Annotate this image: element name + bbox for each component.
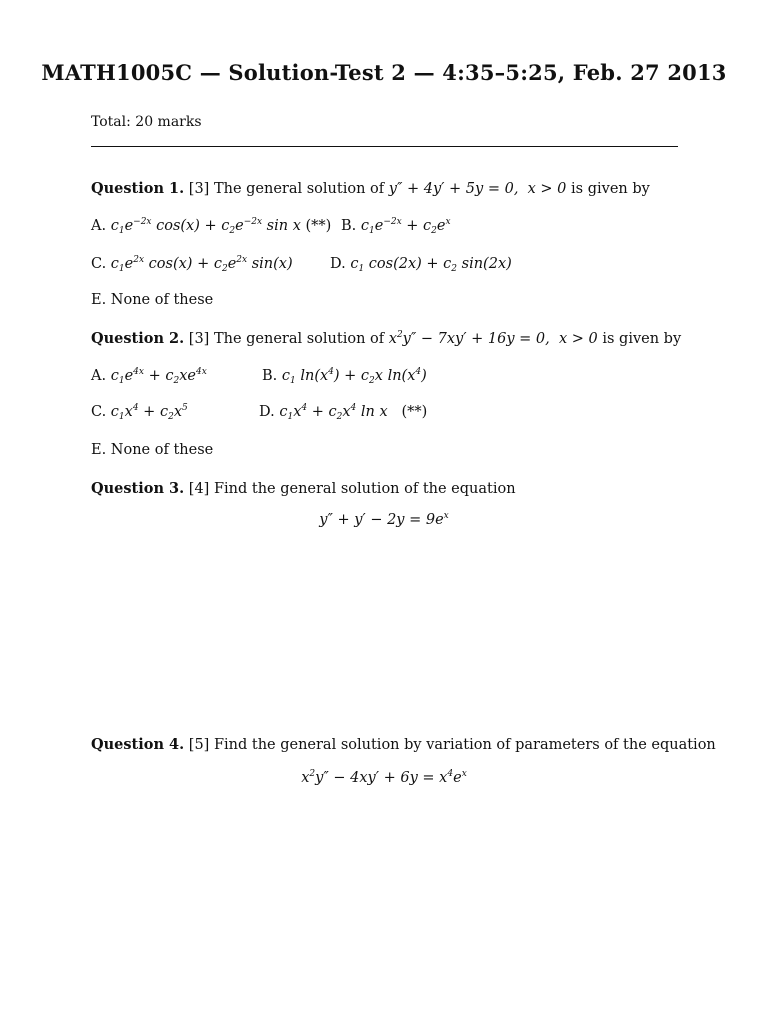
- question-2-stem: [91, 330, 681, 347]
- question-1-choice-a[interactable]: [91, 218, 331, 234]
- question-2-choice-b[interactable]: [262, 368, 427, 384]
- question-1-marks: [3]: [188, 181, 210, 197]
- question-3-label: Question 3.: [91, 480, 185, 497]
- question-3-text: Find the general solution of the equation: [213, 481, 516, 497]
- question-3-equation: $y'' + y' - 2y = 9e^x$: [319, 511, 449, 528]
- choice-letter: A.: [91, 218, 107, 234]
- choice-expression: $c_1$ $\ln(x^4) + c_2x$ $\ln(x^4)$: [281, 367, 427, 386]
- question-2-tail: is given by: [602, 331, 682, 347]
- correct-answer-mark: (**): [401, 404, 428, 420]
- choice-letter: B.: [341, 218, 357, 234]
- question-4-equation: $x^2y'' - 4xy' + 6y = x^4e^x$: [301, 769, 467, 786]
- question-1-equation: y″ + 4y′ + 5y = 0, x > 0: [388, 181, 567, 197]
- question-2-choice-d[interactable]: [259, 404, 427, 420]
- choice-expression: $c_1$ $\cos(2x) + c_2$ sin(2x): [350, 256, 512, 274]
- question-3-stem: [91, 480, 516, 497]
- question-2-marks: [3]: [188, 331, 210, 347]
- question-4-text: Find the general solution by variation of parameters of the equation: [213, 737, 716, 753]
- page-title: MATH1005C — Solution-Test 2 — 4:35–5:25, Feb. 27 2013: [41, 60, 727, 85]
- question-4-marks: [5]: [188, 737, 210, 753]
- question-1-choice-b[interactable]: [341, 218, 451, 234]
- question-2-text: The general solution of: [213, 331, 385, 347]
- choice-expression: $c_1e^{-2x}$ $\cos(x) + c_2e^{-2x}$ sin x: [110, 217, 301, 236]
- question-2-choice-e[interactable]: E. None of these: [91, 442, 214, 458]
- question-4-label: Question 4.: [91, 736, 185, 753]
- choice-expression: $c_1e^{-2x} + c_2e^x$: [360, 217, 451, 236]
- choice-letter: D.: [259, 404, 275, 420]
- choice-letter: C.: [91, 404, 107, 420]
- choice-letter: B.: [262, 368, 278, 384]
- question-1-choice-e[interactable]: E. None of these: [91, 292, 214, 308]
- question-1-choice-d[interactable]: [330, 256, 512, 272]
- total-marks: Total: 20 marks: [91, 114, 202, 130]
- question-1-choice-c[interactable]: [91, 256, 293, 272]
- question-2-choice-c[interactable]: [91, 404, 188, 420]
- question-4-stem: [91, 736, 716, 753]
- question-1-stem: [91, 180, 650, 197]
- choice-letter: A.: [91, 368, 107, 384]
- header-divider: [91, 146, 678, 147]
- question-2-choice-a[interactable]: [91, 368, 207, 384]
- question-2-label: Question 2.: [91, 330, 185, 347]
- question-2-equation: $x^2y'' - 7xy' + 16y = 0$, x > 0: [388, 330, 598, 347]
- choice-expression: $c_1e^{2x}$ $\cos(x) + c_2e^{2x}$ sin(x): [110, 255, 293, 274]
- question-1-label: Question 1.: [91, 180, 185, 197]
- choice-expression: $c_1x^4 + c_2x^5$: [110, 403, 188, 422]
- choice-letter: D.: [330, 256, 346, 272]
- question-1-tail: is given by: [571, 181, 650, 197]
- choice-expression: $c_1x^4 + c_2x^4$ ln x: [279, 403, 388, 422]
- choice-expression: $c_1e^{4x} + c_2xe^{4x}$: [110, 367, 207, 386]
- correct-answer-mark: (**): [305, 218, 332, 234]
- choice-letter: C.: [91, 256, 107, 272]
- question-3-marks: [4]: [188, 481, 210, 497]
- question-1-text: The general solution of: [213, 181, 385, 197]
